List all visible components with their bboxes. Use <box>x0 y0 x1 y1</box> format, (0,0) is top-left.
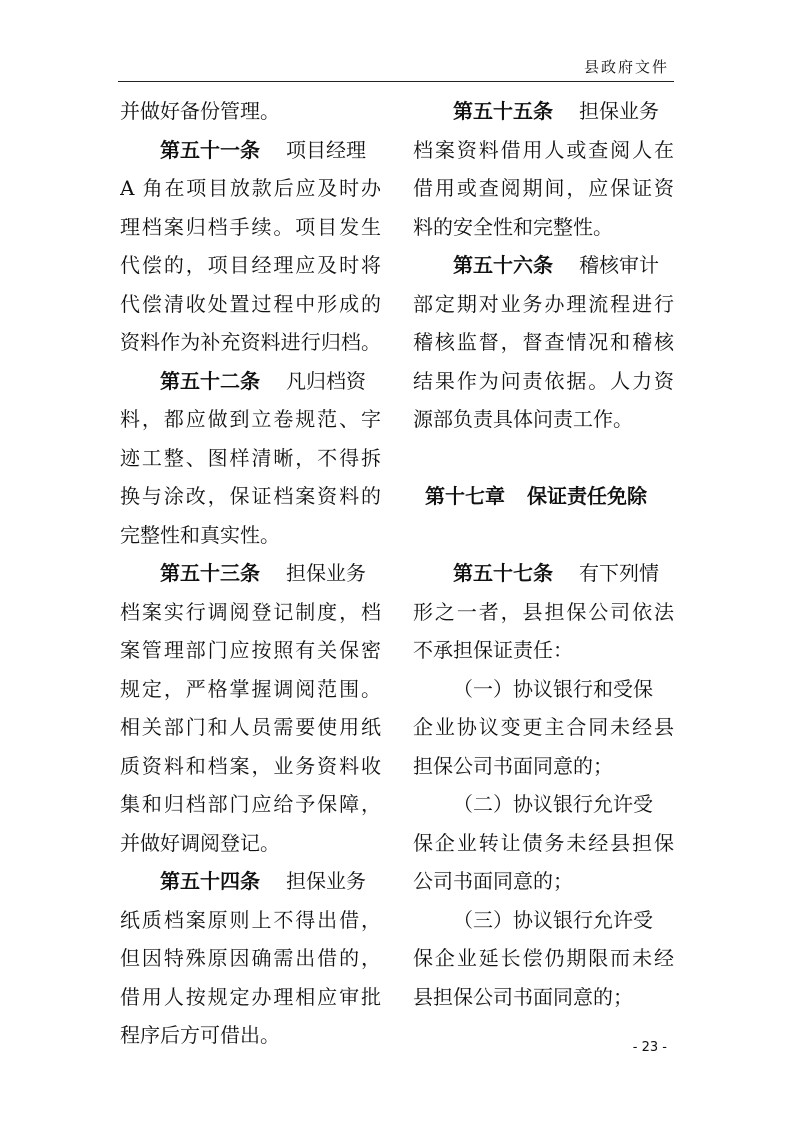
clause-item-2 <box>413 785 674 901</box>
continuation-text: 并做好备份管理。 <box>120 99 280 123</box>
article-label: 第五十六条 <box>453 253 553 277</box>
article-first-line <box>120 554 381 593</box>
clause-line: 县担保公司书面同意的； <box>413 984 633 1009</box>
spacer <box>413 439 674 478</box>
clause-item-1 <box>413 670 674 786</box>
article-55 <box>413 92 674 246</box>
article-line: 料的安全性和完整性。 <box>413 214 613 239</box>
article-line: 规定，严格掌握调阅范围。 <box>120 676 381 701</box>
article-51 <box>120 131 381 362</box>
article-first-line <box>120 362 381 401</box>
article-label: 第五十一条 <box>160 137 260 162</box>
article-line: 档案资料借用人或查阅人在 <box>413 137 674 162</box>
article-line: 但因特殊原因确需出借的， <box>120 946 381 970</box>
article-line: 质资料和档案，业务资料收 <box>120 753 381 778</box>
article-text: 项目经理 <box>286 137 366 162</box>
article-line: 借用或查阅期间，应保证资 <box>413 176 674 200</box>
article-54 <box>120 862 381 1055</box>
clause-line: 公司书面同意的； <box>413 869 573 893</box>
article-56 <box>413 246 674 439</box>
article-line: 资料作为补充资料进行归档。 <box>120 330 381 354</box>
clause-first-line: （二）协议银行允许受 <box>453 792 653 816</box>
article-text: 担保业务 <box>286 869 366 893</box>
header-rule <box>118 81 674 82</box>
article-53 <box>120 554 381 862</box>
left-column <box>120 92 381 1055</box>
article-line: 代偿的，项目经理应及时将 <box>120 253 381 277</box>
article-line: 借用人按规定办理相应审批 <box>120 984 381 1009</box>
article-label: 第五十三条 <box>160 561 260 585</box>
chapter-title: 保证责任免除 <box>527 484 647 508</box>
article-text: 稽核审计 <box>579 253 659 277</box>
article-text: 凡归档资 <box>286 368 366 393</box>
article-line: 并做好调阅登记。 <box>120 830 280 855</box>
article-line: 理档案归档手续。项目发生 <box>120 214 381 239</box>
clause-item-3 <box>413 901 674 1017</box>
clause-line: 保企业延长偿仍期限而未经 <box>413 946 674 970</box>
article-label: 第五十七条 <box>453 561 553 585</box>
article-line: 案管理部门应按照有关保密 <box>120 638 381 662</box>
article-line: 程序后方可借出。 <box>120 1023 280 1047</box>
clause-first-line: （一）协议银行和受保 <box>453 676 653 701</box>
article-line: 稽核监督，督查情况和稽核 <box>413 330 674 354</box>
article-line: 迹工整、图样清晰，不得拆 <box>120 445 381 470</box>
article-line: 料，都应做到立卷规范、字 <box>120 407 381 431</box>
article-label: 第五十四条 <box>160 869 260 893</box>
article-line: 结果作为问责依据。人力资 <box>413 368 674 393</box>
clause-line: 保企业转让债务未经县担保 <box>413 830 674 855</box>
article-line: A 角在项目放款后应及时办 <box>120 176 381 200</box>
page-number: - 23 - <box>632 1040 667 1055</box>
article-first-line <box>413 554 674 593</box>
article-line: 源部负责具体问责工作。 <box>413 407 633 431</box>
clause-line: 企业协议变更主合同未经县 <box>413 715 674 739</box>
clause-line: 担保公司书面同意的； <box>413 753 613 778</box>
article-line: 纸质档案原则上不得出借， <box>120 907 381 932</box>
article-first-line <box>120 131 381 170</box>
article-line: 代偿清收处置过程中形成的 <box>120 291 381 316</box>
chapter-heading <box>413 477 674 516</box>
article-label: 第五十二条 <box>160 368 260 393</box>
article-52 <box>120 362 381 555</box>
article-first-line <box>120 862 381 901</box>
header-title: 县政府文件 <box>583 58 669 76</box>
article-line: 档案实行调阅登记制度，档 <box>120 599 381 624</box>
article-label: 第五十五条 <box>453 99 553 123</box>
article-text: 有下列情 <box>579 561 659 585</box>
article-line: 不承担保证责任： <box>413 638 573 662</box>
clause-first-line: （三）协议银行允许受 <box>453 907 653 932</box>
spacer <box>413 516 674 555</box>
article-first-line <box>413 246 674 285</box>
article-first-line <box>413 92 674 131</box>
right-column <box>413 92 674 1016</box>
article-text: 担保业务 <box>579 99 659 123</box>
article-line: 形之一者，县担保公司依法 <box>413 599 674 624</box>
article-line: 完整性和真实性。 <box>120 522 280 547</box>
chapter-number: 第十七章 <box>425 484 505 508</box>
article-text: 担保业务 <box>286 561 366 585</box>
article-line: 相关部门和人员需要使用纸 <box>120 715 381 739</box>
article-line: 部定期对业务办理流程进行 <box>413 291 674 316</box>
article-line: 换与涂改，保证档案资料的 <box>120 484 381 508</box>
article-57 <box>413 554 674 670</box>
article-line: 集和归档部门应给予保障， <box>120 792 381 816</box>
